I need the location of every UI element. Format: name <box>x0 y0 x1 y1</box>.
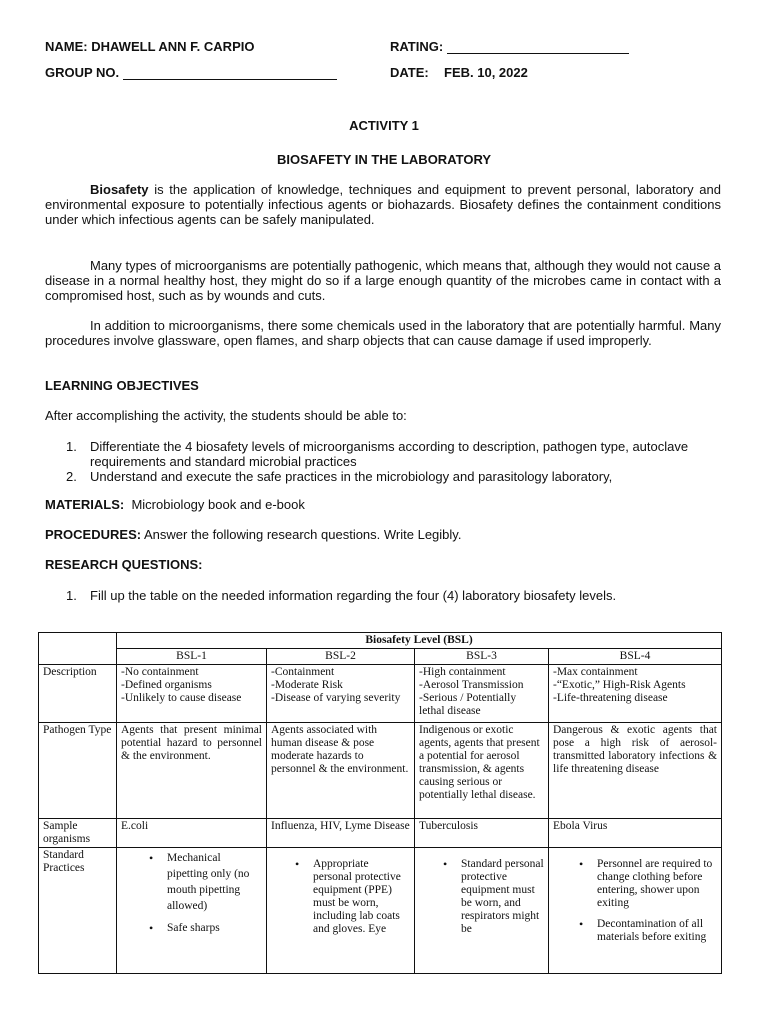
practice-list <box>313 858 410 936</box>
table-cell <box>267 848 415 974</box>
group-label: GROUP NO. <box>45 65 120 80</box>
table-cell: Tuberculosis <box>415 819 549 848</box>
practice-list <box>597 858 717 944</box>
level-header-bsl-3: BSL-3 <box>415 649 549 665</box>
empty-corner-cell <box>39 633 117 649</box>
table-cell <box>549 848 722 974</box>
table-cell: -Containment -Moderate Risk -Disease of varying severity <box>267 665 415 723</box>
group-blank <box>123 67 337 80</box>
rating-blank <box>447 41 629 54</box>
rating-field <box>390 39 629 54</box>
objective-item-2 <box>66 469 726 484</box>
row-label: Sample organisms <box>39 819 117 848</box>
practice-list <box>167 850 262 935</box>
procedures-line <box>45 527 461 542</box>
table-group-header-row <box>39 633 722 649</box>
table-cell: -No containment -Defined organisms -Unlikely to cause disease <box>117 665 267 723</box>
list-item: • Mechanical pipetting only (no mouth pipetting allowed) <box>167 850 262 914</box>
table-cell: E.coli <box>117 819 267 848</box>
row-label: Pathogen Type <box>39 723 117 819</box>
materials-line <box>45 497 305 512</box>
table-cell <box>117 848 267 974</box>
empty-corner-cell <box>39 649 117 665</box>
level-header-bsl-1: BSL-1 <box>117 649 267 665</box>
research-question-1 <box>66 588 726 603</box>
group-header-cell: Biosafety Level (BSL) <box>117 633 722 649</box>
intro-p1-text: is the application of knowledge, techniques and equipment to prevent personal, laboratory and environmental exposure to potentially infectious agents or biohazards. Biosafety defines the containment conditions under which infectious agents can be safely manipulated. <box>45 182 721 227</box>
table-row-sample-organisms <box>39 819 722 848</box>
intro-paragraph-2 <box>45 258 721 303</box>
table-row-standard-practices <box>39 848 722 974</box>
question-text: Fill up the table on the needed information regarding the four (4) laboratory biosafety levels. <box>90 588 617 603</box>
intro-paragraph-1 <box>45 182 721 227</box>
biosafety-term: Biosafety <box>90 182 149 197</box>
table-row-description <box>39 665 722 723</box>
objectives-lead: After accomplishing the activity, the students should be able to: <box>45 408 407 423</box>
row-label: Description <box>39 665 117 723</box>
list-item: • Personnel are required to change clothing before entering, shower upon exiting <box>597 858 717 910</box>
intro-paragraph-3 <box>45 318 721 348</box>
row-label: Standard Practices <box>39 848 117 974</box>
list-item: • Appropriate personal protective equipment (PPE) must be worn, including lab coats and gloves. Eye <box>313 858 410 936</box>
level-header-bsl-2: BSL-2 <box>267 649 415 665</box>
name-label: NAME: <box>45 39 88 54</box>
date-label: DATE: <box>390 65 429 80</box>
table-cell <box>415 848 549 974</box>
objective-text: Understand and execute the safe practices in the microbiology and parasitology laboratory, <box>90 469 613 484</box>
table-cell: Agents associated with human disease & pose moderate hazards to personnel & the environment. <box>267 723 415 819</box>
level-header-bsl-4: BSL-4 <box>549 649 722 665</box>
procedures-label: PROCEDURES: <box>45 527 142 542</box>
group-field <box>45 65 337 80</box>
research-heading: RESEARCH QUESTIONS: <box>45 557 203 572</box>
table-row-pathogen-type <box>39 723 722 819</box>
question-number: 1. <box>66 588 77 603</box>
objective-number: 2. <box>66 469 77 484</box>
objective-text: Differentiate the 4 biosafety levels of microorganisms according to description, pathogen type, autoclave requirements and standard microbial practices <box>90 439 689 469</box>
date-field <box>390 65 528 80</box>
table-cell: Influenza, HIV, Lyme Disease <box>267 819 415 848</box>
table-cell: Agents that present minimal potential hazard to personnel & the environment. <box>117 723 267 819</box>
table-cell: Ebola Virus <box>549 819 722 848</box>
practice-list <box>461 858 544 936</box>
materials-label: MATERIALS: <box>45 497 125 512</box>
name-field <box>45 39 254 54</box>
intro-p2-text: Many types of microorganisms are potentially pathogenic, which means that, although they would not cause a disease in a normal healthy host, they might do so if a large enough quantity of the microbes came in contact with a compromised host, such as by wounds and cuts. <box>45 258 721 303</box>
intro-p3-text: In addition to microorganisms, there some chemicals used in the laboratory that are potentially harmful. Many procedures involve glassware, open flames, and sharp objects that can cause damage if used improperly. <box>45 318 721 348</box>
biosafety-table <box>38 632 722 974</box>
table-cell: -Max containment -“Exotic,” High-Risk Agents -Life-threatening disease <box>549 665 722 723</box>
table-cell: -High containment -Aerosol Transmission -Serious / Potentially lethal disease <box>415 665 549 723</box>
table-cell: Dangerous & exotic agents that pose a high risk of aerosol-transmitted laboratory infections & life threatening disease <box>549 723 722 819</box>
objective-item-1 <box>66 439 726 469</box>
list-item: • Safe sharps <box>167 922 262 935</box>
name-value: DHAWELL ANN F. CARPIO <box>91 39 255 54</box>
date-value: FEB. 10, 2022 <box>444 65 528 80</box>
list-item: • Decontamination of all materials before exiting <box>597 918 717 944</box>
list-item: • Standard personal protective equipment must be worn, and respirators might be <box>461 858 544 936</box>
table-level-header-row <box>39 649 722 665</box>
procedures-text: Answer the following research questions. Write Legibly. <box>143 527 462 542</box>
table-cell: Indigenous or exotic agents, agents that present a potential for aerosol transmission, & agents causing serious or potentially lethal disease. <box>415 723 549 819</box>
objective-number: 1. <box>66 439 77 454</box>
objectives-heading: LEARNING OBJECTIVES <box>45 378 199 393</box>
rating-label: RATING: <box>390 39 444 54</box>
materials-text: Microbiology book and e-book <box>131 497 305 512</box>
activity-number: ACTIVITY 1 <box>349 118 419 133</box>
page-title: BIOSAFETY IN THE LABORATORY <box>276 152 492 167</box>
